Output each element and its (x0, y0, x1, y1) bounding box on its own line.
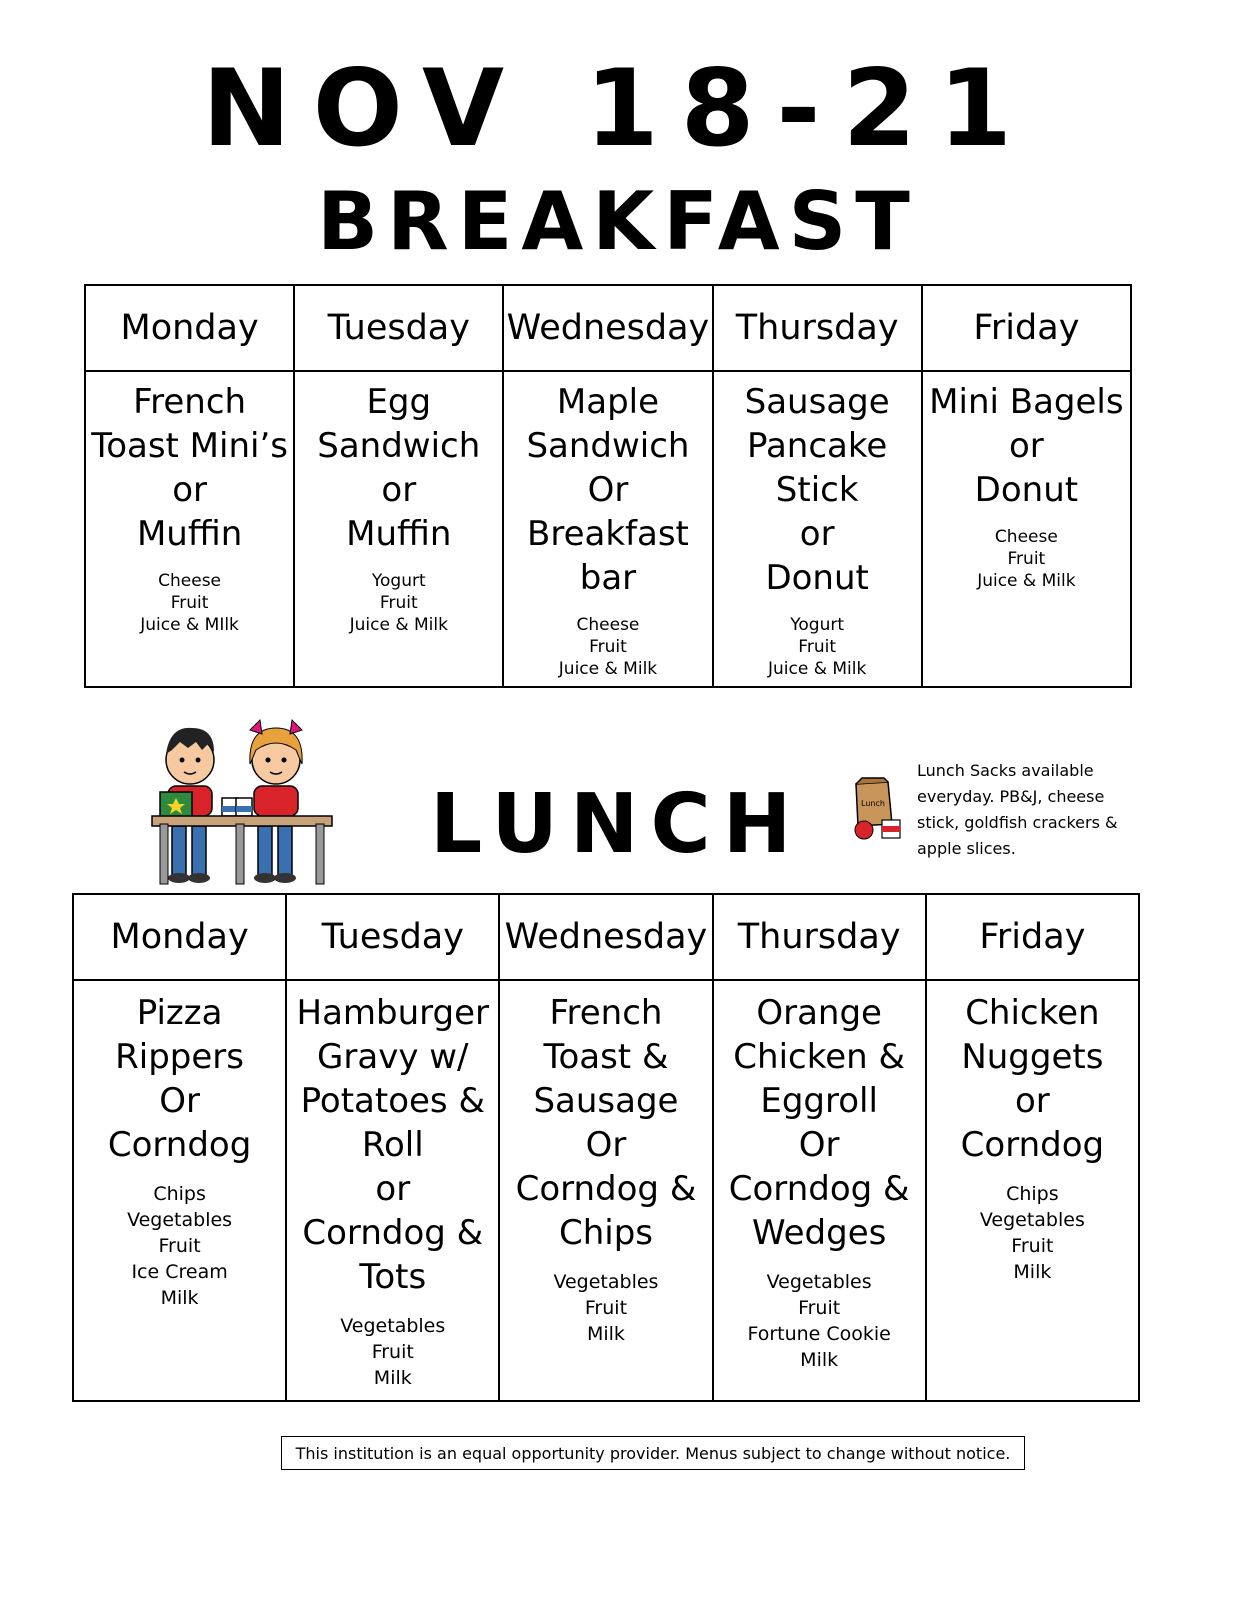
lunch-cell-monday (73, 980, 286, 1401)
lunch-day-friday: Friday (926, 894, 1139, 980)
breakfast-cell-thursday (713, 371, 922, 687)
breakfast-title: BREAKFAST (317, 175, 919, 268)
breakfast-cell-tuesday (294, 371, 503, 687)
kids-eating-lunch-illustration (150, 714, 334, 886)
breakfast-cell-wednesday (503, 371, 712, 687)
breakfast-day-tuesday: Tuesday (294, 285, 503, 371)
breakfast-sides: Cheese Fruit Juice & Milk (977, 527, 1076, 591)
lunch-main-item: Pizza Rippers Or Corndog (107, 993, 252, 1165)
lunch-main-item: Chicken Nuggets or Corndog (960, 993, 1105, 1165)
lunch-sides: Chips Vegetables Fruit Ice Cream Milk (127, 1183, 233, 1309)
lunch-main-item: French Toast & Sausage Or Corndog & Chips (515, 993, 697, 1253)
lunch-cell-tuesday (286, 980, 499, 1401)
lunch-day-tuesday: Tuesday (286, 894, 499, 980)
lunch-day-wednesday: Wednesday (499, 894, 712, 980)
lunch-day-monday: Monday (73, 894, 286, 980)
lunch-sides: Vegetables Fruit Milk (553, 1271, 659, 1345)
breakfast-sides: Yogurt Fruit Juice & Milk (767, 615, 867, 679)
lunch-sides: Chips Vegetables Fruit Milk (979, 1183, 1085, 1283)
breakfast-main-item: Sausage Pancake Stick or Donut (744, 382, 890, 598)
sack-label: Lunch (861, 799, 885, 808)
lunch-cell-thursday (713, 980, 926, 1401)
footer-disclaimer: This institution is an equal opportunity provider. Menus subject to change without notice. (281, 1436, 1025, 1470)
breakfast-sides: Yogurt Fruit Juice & Milk (349, 571, 448, 635)
lunch-menu-table (72, 893, 1140, 1402)
breakfast-header-row (85, 285, 1131, 371)
breakfast-items-row (85, 371, 1131, 687)
breakfast-main-item: Maple Sandwich Or Breakfast bar (526, 382, 690, 598)
breakfast-day-wednesday: Wednesday (503, 285, 712, 371)
lunch-cell-wednesday (499, 980, 712, 1401)
breakfast-day-friday: Friday (922, 285, 1131, 371)
lunch-sides: Vegetables Fruit Fortune Cookie Milk (747, 1271, 891, 1371)
lunch-sack-note: Lunch Sacks available everyday. PB&J, cheese stick, goldfish crackers & apple slices. (917, 761, 1118, 858)
lunch-sack-illustration (848, 776, 908, 842)
lunch-main-item: Hamburger Gravy w/ Potatoes & Roll or Corndog & Tots (296, 993, 490, 1297)
breakfast-main-item: Egg Sandwich or Muffin (317, 382, 481, 554)
lunch-cell-friday (926, 980, 1139, 1401)
lunch-day-thursday: Thursday (713, 894, 926, 980)
breakfast-cell-friday (922, 371, 1131, 687)
lunch-main-item: Orange Chicken & Eggroll Or Corndog & Wedges (728, 993, 910, 1253)
breakfast-cell-monday (85, 371, 294, 687)
breakfast-main-item: French Toast Mini’s or Muffin (91, 382, 288, 554)
breakfast-menu-table (84, 284, 1132, 688)
lunch-title: LUNCH (430, 777, 804, 872)
lunch-header-row (73, 894, 1139, 980)
breakfast-day-monday: Monday (85, 285, 294, 371)
breakfast-sides: Cheese Fruit Juice & MIlk (140, 571, 239, 635)
date-range-title: NOV 18-21 (202, 47, 1034, 170)
breakfast-main-item: Mini Bagels or Donut (929, 382, 1124, 510)
breakfast-day-thursday: Thursday (713, 285, 922, 371)
lunch-items-row (73, 980, 1139, 1401)
lunch-sides: Vegetables Fruit Milk (340, 1315, 446, 1389)
breakfast-sides: Cheese Fruit Juice & Milk (558, 615, 658, 679)
